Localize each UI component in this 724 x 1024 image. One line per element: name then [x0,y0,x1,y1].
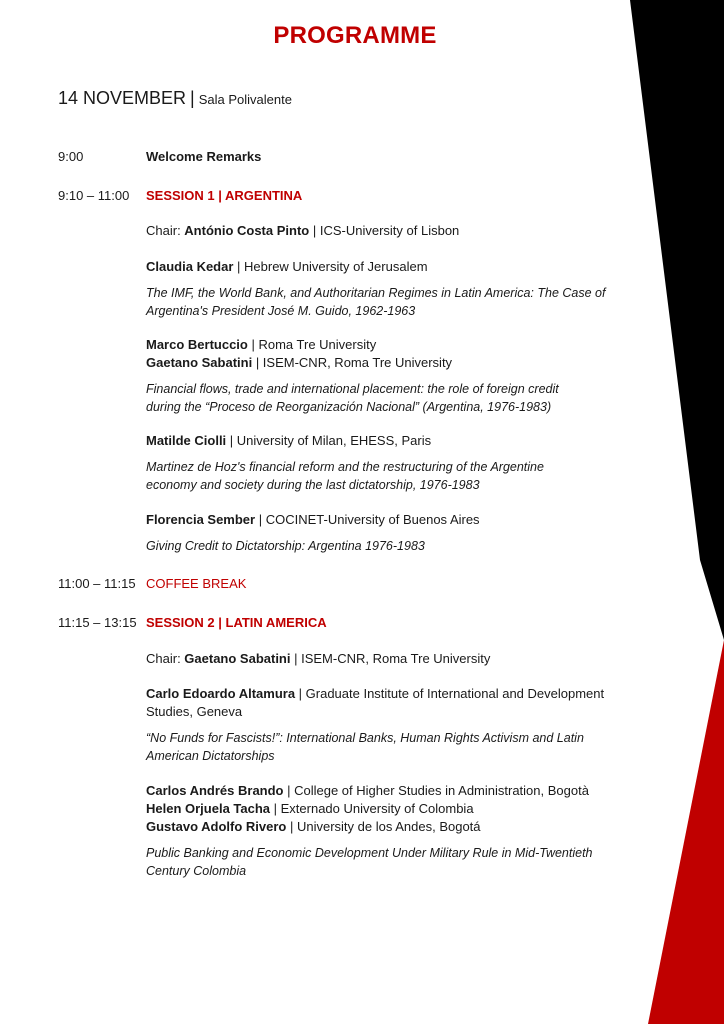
talk-title-line: Public Banking and Economic Development Under Military Rule in Mid-Twentieth [146,846,593,860]
coffee-break-label: COFFEE BREAK [146,576,247,591]
talk-altamura [146,685,636,765]
speaker-affiliation: | Externado University of Colombia [270,801,474,816]
talk-title [146,284,636,320]
page-title: PROGRAMME [273,22,437,49]
speaker-line [146,782,636,800]
talk-kedar [146,258,636,320]
time-slot: 11:15 – 13:15 [58,615,137,630]
session-1-chair [146,222,636,240]
talk-brando-orjuela-rivero [146,782,636,880]
chair-affiliation: | ICS-University of Lisbon [309,223,460,238]
chair-name: António Costa Pinto [184,223,310,238]
speaker-line [146,258,636,276]
speaker-affiliation: | University de los Andes, Bogotá [286,819,481,834]
speaker-name: Carlo Edoardo Altamura [146,686,296,701]
day-venue: Sala Polivalente [198,92,292,107]
time-slot: 11:00 – 11:15 [58,576,136,591]
speaker-name: Gustavo Adolfo Rivero [146,819,287,834]
speaker-line [146,818,636,836]
speaker-line [146,685,636,703]
talk-title-line: Giving Credit to Dictatorship: Argentina 1976-1983 [146,539,425,553]
talk-title [146,537,636,555]
session-2-chair [146,650,636,668]
speaker-affiliation: | Roma Tre University [247,337,377,352]
talk-title-line: Financial flows, trade and international placement: the role of foreign credit [146,382,559,396]
speaker-affiliation: | College of Higher Studies in Administration, Bogotà [283,783,589,798]
schedule-row-session-2 [58,614,327,632]
speaker-name: Marco Bertuccio [146,337,248,352]
day-header [58,88,292,109]
talk-title-line: Century Colombia [146,864,247,878]
talk-title-line: “No Funds for Fascists!”: International Banks, Human Rights Activism and Latin [146,731,584,745]
talk-title-line: during the “Proceso de Reorganización Nacional” (Argentina, 1976-1983) [146,400,552,414]
chair-prefix: Chair: [146,651,185,666]
speaker-affiliation: | ISEM-CNR, Roma Tre University [252,355,453,370]
talk-title [146,458,636,494]
speaker-line [146,432,636,450]
talk-title-line: The IMF, the World Bank, and Authoritarian Regimes in Latin America: The Case of [146,286,606,300]
schedule-row-coffee [58,575,246,593]
time-slot: 9:10 – 11:00 [58,188,130,203]
time-slot: 9:00 [58,149,84,164]
speaker-line [146,336,636,354]
speaker-name: Florencia Sember [146,512,256,527]
day-separator: | [190,88,195,108]
speaker-name: Carlos Andrés Brando [146,783,284,798]
chair-affiliation: | ISEM-CNR, Roma Tre University [290,651,491,666]
speaker-line [146,354,636,372]
speaker-name: Matilde Ciolli [146,433,227,448]
talk-title [146,844,636,880]
speaker-affiliation: | University of Milan, EHESS, Paris [226,433,432,448]
chair-name: Gaetano Sabatini [184,651,291,666]
speaker-name: Claudia Kedar [146,259,234,274]
speaker-affiliation-cont: Studies, Geneva [146,704,243,719]
welcome-label: Welcome Remarks [146,149,262,164]
talk-bertuccio-sabatini [146,336,636,416]
talk-title-line: economy and society during the last dictatorship, 1976-1983 [146,478,480,492]
schedule-row-welcome [58,148,261,166]
chair-prefix: Chair: [146,223,185,238]
talk-ciolli [146,432,636,494]
talk-title-line: American Dictatorships [146,749,275,763]
speaker-name: Gaetano Sabatini [146,355,253,370]
speaker-affiliation: | Graduate Institute of International and Development [295,686,605,701]
talk-title [146,380,636,416]
talk-sember [146,511,636,555]
session-2-title: SESSION 2 | LATIN AMERICA [146,615,327,630]
speaker-affiliation: | COCINET-University of Buenos Aires [255,512,480,527]
day-date: 14 NOVEMBER [58,88,187,108]
speaker-line [146,800,636,818]
talk-title-line: Martinez de Hoz's financial reform and the restructuring of the Argentine [146,460,544,474]
speaker-line [146,511,636,529]
speaker-name: Helen Orjuela Tacha [146,801,271,816]
schedule-row-session-1 [58,187,302,205]
talk-title [146,729,636,765]
talk-title-line: Argentina's President José M. Guido, 1962-1963 [146,304,416,318]
speaker-affiliation: | Hebrew University of Jerusalem [233,259,428,274]
session-1-title: SESSION 1 | ARGENTINA [146,188,303,203]
